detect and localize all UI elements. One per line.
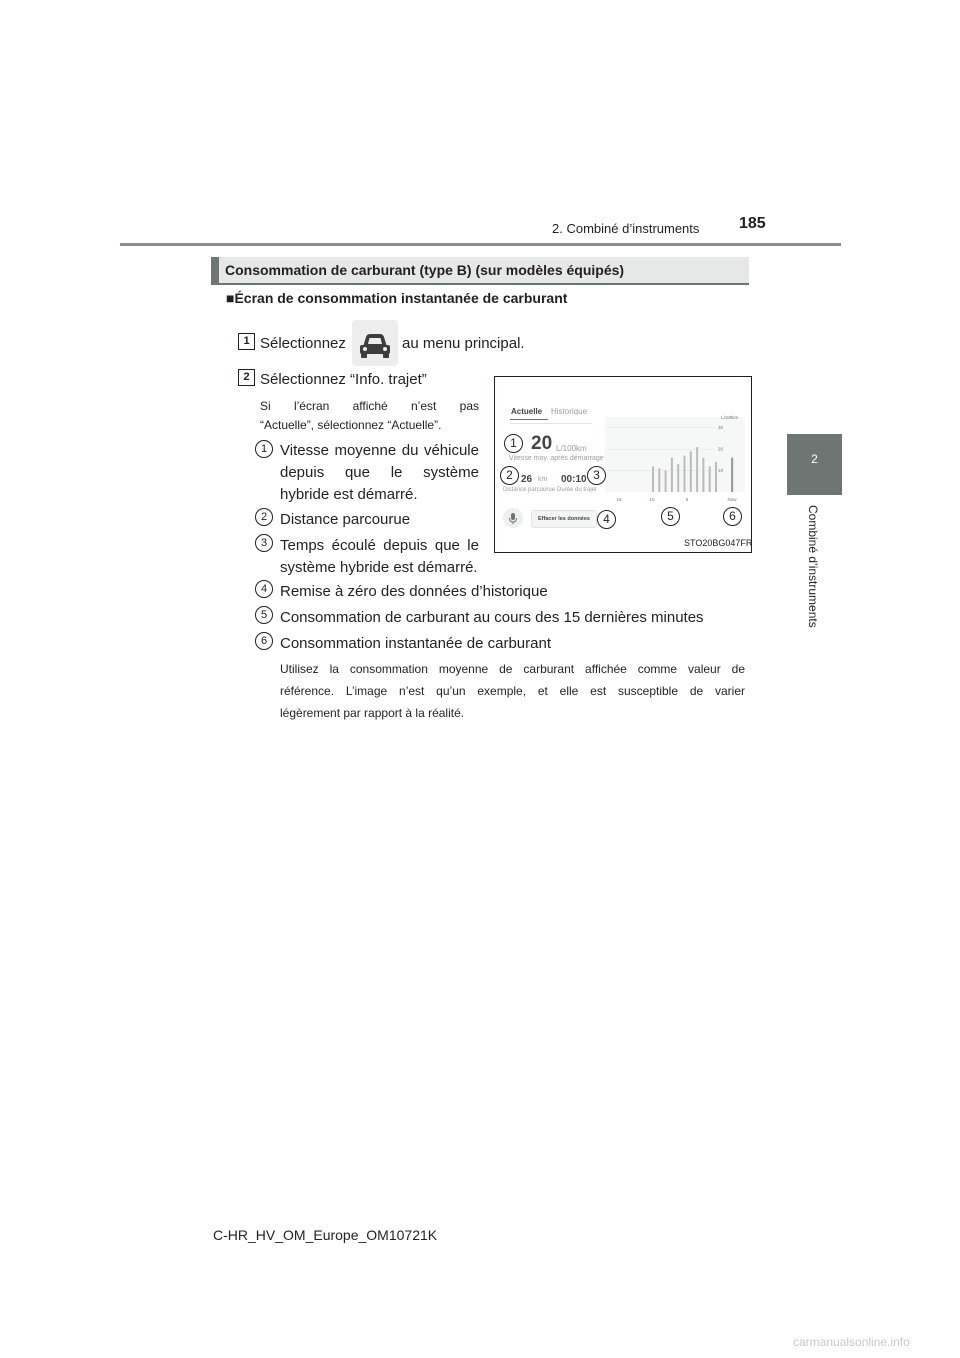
chart-bar bbox=[677, 464, 679, 492]
document-code: C-HR_HV_OM_Europe_OM10721K bbox=[213, 1227, 438, 1243]
time-label: Durée du trajet bbox=[557, 487, 597, 493]
callout-number: 2 bbox=[255, 508, 273, 526]
chart-bar bbox=[665, 471, 667, 492]
avg-unit: L/100km bbox=[556, 444, 587, 453]
chart-bar bbox=[715, 462, 717, 492]
chart-bar bbox=[690, 451, 692, 492]
watermark: carmanualsonline.info bbox=[793, 1335, 910, 1349]
side-tab-label: Combiné d’instruments bbox=[806, 505, 820, 628]
callout-number: 4 bbox=[255, 580, 273, 598]
tab-historique[interactable]: Historique bbox=[551, 407, 588, 416]
chart-bar bbox=[709, 466, 711, 492]
chart-bar bbox=[684, 456, 686, 492]
section-title-bar bbox=[211, 257, 749, 285]
side-tab-number: 2 bbox=[811, 452, 818, 466]
item-2-line: Distance parcourue bbox=[280, 511, 411, 528]
avg-value: 20 bbox=[531, 433, 553, 454]
car-icon bbox=[352, 320, 398, 366]
note-line: référence. L’image n’est qu’un exemple, et elle est susceptible de varier bbox=[280, 684, 745, 698]
item-5-line: Consommation de carburant au cours des 15 dernières minutes bbox=[280, 609, 704, 626]
subheading: ■Écran de consommation instantanée de carburant bbox=[226, 290, 568, 306]
callout-4: 4 bbox=[597, 510, 616, 529]
item-6-line: Consommation instantanée de carburant bbox=[280, 635, 551, 652]
note-line: légèrement par rapport à la réalité. bbox=[280, 706, 465, 720]
callout-number: 6 bbox=[255, 632, 273, 650]
item-1-line: hybride est démarré. bbox=[280, 486, 418, 503]
step-2-text: Sélectionnez “Info. trajet” bbox=[260, 371, 427, 388]
callout-1: 1 bbox=[504, 434, 523, 453]
page-number: 185 bbox=[739, 215, 766, 232]
callout-number: 1 bbox=[255, 440, 273, 458]
chart-bar bbox=[671, 458, 673, 492]
chart-y-tick-label: 20 bbox=[718, 446, 724, 452]
distance-label: Distance parcourue bbox=[503, 487, 556, 493]
step-number: 2 bbox=[238, 369, 255, 386]
chart-x-tick-label: Now bbox=[727, 497, 737, 502]
chart-bar bbox=[652, 466, 654, 492]
chart-bar bbox=[702, 458, 704, 492]
time-value: 00:10 bbox=[561, 474, 587, 485]
distance-value: 26 bbox=[521, 474, 533, 485]
step-1-text-after: au menu principal. bbox=[402, 335, 525, 352]
callout-3: 3 bbox=[587, 466, 606, 485]
image-code: STO20BG047FR bbox=[684, 538, 753, 548]
callout-6: 6 bbox=[723, 507, 742, 526]
item-3-line: Temps écoulé depuis que le bbox=[280, 537, 479, 554]
chart-bar bbox=[696, 447, 698, 492]
chart-current-bar bbox=[731, 458, 733, 492]
chart-background bbox=[605, 417, 745, 492]
chart-x-tick-label: 5 bbox=[685, 497, 689, 502]
side-tab-label-wrap bbox=[803, 505, 820, 638]
section-title: Consommation de carburant (type B) (sur modèles équipés) bbox=[225, 262, 625, 278]
chart-x-tick-label: 10 bbox=[649, 497, 655, 502]
clear-data-label: Effacer les données bbox=[538, 516, 590, 522]
item-1-line: depuis que le système bbox=[280, 464, 479, 481]
item-1-line: Vitesse moyenne du véhicule bbox=[280, 442, 479, 459]
note-line: Utilisez la consommation moyenne de carburant affichée comme valeur de bbox=[280, 662, 745, 676]
tab-actuelle[interactable]: Actuelle bbox=[511, 407, 543, 416]
chart-bar bbox=[658, 468, 660, 492]
avg-label: Vitesse moy. après démarrage bbox=[509, 455, 604, 462]
callout-5: 5 bbox=[661, 507, 680, 526]
callout-number: 5 bbox=[255, 606, 273, 624]
item-4-line: Remise à zéro des données d’historique bbox=[280, 583, 548, 600]
screen-illustration bbox=[494, 376, 752, 553]
step-2-note: Si l’écran affiché n’est pas bbox=[260, 399, 479, 413]
item-3-line: système hybride est démarré. bbox=[280, 559, 478, 576]
chart-y-tick-label: 10 bbox=[718, 468, 724, 474]
header-rule bbox=[120, 243, 841, 246]
distance-unit: km bbox=[538, 476, 548, 483]
chart-x-tick-label: 15 bbox=[616, 497, 622, 502]
chart-y-unit: L/100km bbox=[721, 415, 739, 420]
step-2-note: “Actuelle”, sélectionnez “Actuelle”. bbox=[260, 418, 442, 432]
callout-2: 2 bbox=[500, 466, 519, 485]
callout-number: 3 bbox=[255, 534, 273, 552]
chart-y-tick-label: 30 bbox=[718, 425, 724, 431]
consumption-chart bbox=[495, 377, 751, 552]
section-accent bbox=[211, 257, 219, 285]
step-number: 1 bbox=[238, 333, 255, 350]
step-1-text-before: Sélectionnez bbox=[260, 335, 346, 352]
chapter-title: 2. Combiné d’instruments bbox=[552, 221, 700, 236]
